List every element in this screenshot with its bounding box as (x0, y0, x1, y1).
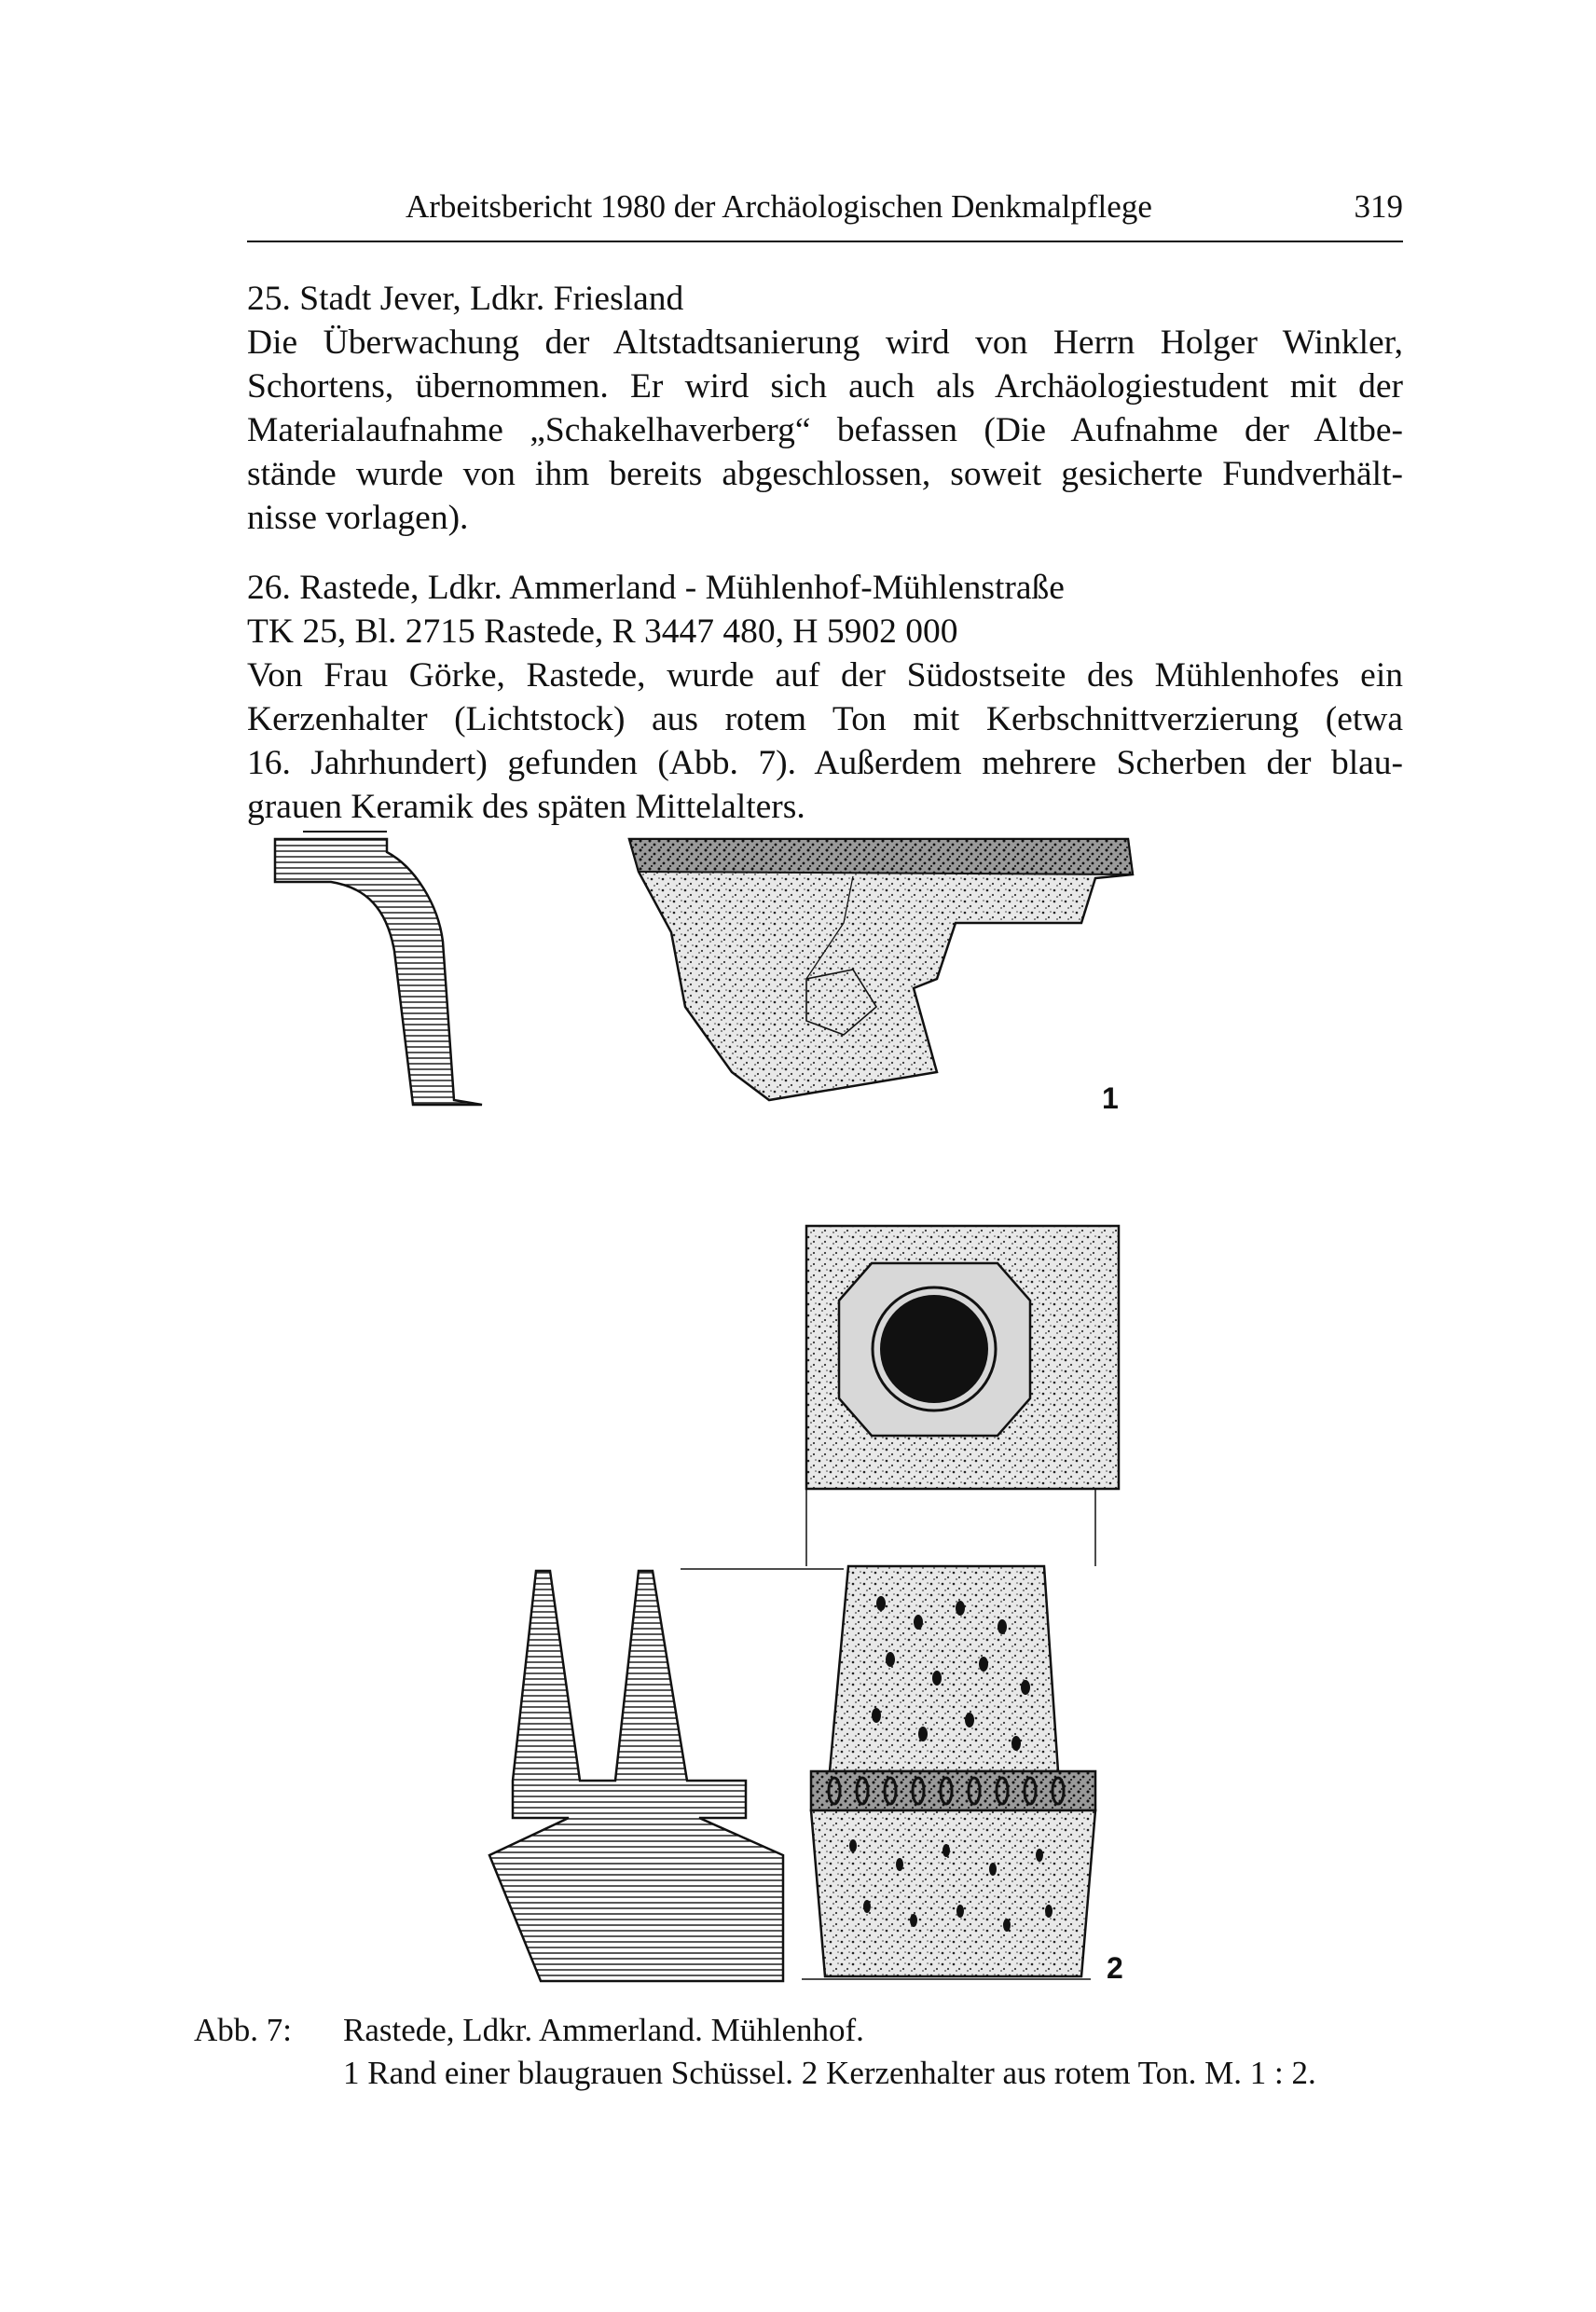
figure-item-label-2: 2 (1107, 1951, 1123, 1985)
caption-line-1: Rastede, Ldkr. Ammerland. Mühlenhof. (343, 2012, 864, 2048)
paragraph-line: Von Frau Görke, Rastede, wurde auf der Südostseite des Mühlenhofes ein (247, 656, 1403, 695)
map-coordinates: TK 25, Bl. 2715 Rastede, R 3447 480, H 5902 000 (247, 612, 958, 651)
running-title: Arbeitsbericht 1980 der Archäologischen Denkmalpflege (406, 188, 1152, 225)
paragraph-line: grauen Keramik des späten Mittelalters. (247, 788, 805, 826)
bowl-rim-sherd (629, 839, 1133, 1100)
caption-line-2: 1 Rand einer blaugrauen Schüssel. 2 Kerzenhalter aus rotem Ton. M. 1 : 2. (343, 2055, 1316, 2091)
paragraph-line: Kerzenhalter (Lichtstock) aus rotem Ton mit Kerbschnittverzierung (etwa (247, 700, 1403, 738)
section-25 (247, 277, 1403, 540)
candle-holder-section (489, 1571, 783, 1981)
header-rule (247, 241, 1403, 242)
paragraph-line: Materialaufnahme „Schakelhaverberg“ befassen (Die Aufnahme der Altbe- (247, 411, 1403, 449)
paragraph-line: Die Überwachung der Altstadtsanierung wird von Herrn Holger Winkler, (247, 323, 1403, 362)
paragraph-line: Schortens, übernommen. Er wird sich auch als Archäologiestudent mit der (247, 367, 1403, 406)
section-25-heading: 25. Stadt Jever, Ldkr. Friesland (247, 280, 684, 318)
candle-holder-exterior (811, 1566, 1095, 1976)
paragraph-line: nisse vorlagen). (247, 499, 469, 537)
page-number: 319 (1354, 188, 1403, 225)
section-26 (247, 566, 1403, 829)
figure-abb-7 (247, 820, 1403, 1995)
candle-holder-top-view (806, 1226, 1119, 1489)
figure-drawings (247, 820, 1403, 1995)
section-26-heading: 26. Rastede, Ldkr. Ammerland - Mühlenhof-Mühlenstraße (247, 569, 1065, 607)
body-text (247, 277, 1403, 829)
figure-item-label-1: 1 (1102, 1081, 1119, 1115)
paragraph-line: 16. Jahrhundert) gefunden (Abb. 7). Außerdem mehrere Scherben der blau- (247, 744, 1403, 782)
caption-label: Abb. 7: (194, 2012, 292, 2048)
bowl-rim-profile (275, 832, 482, 1105)
paragraph-line: stände wurde von ihm bereits abgeschlossen, soweit gesicherte Fundverhält- (247, 455, 1403, 493)
